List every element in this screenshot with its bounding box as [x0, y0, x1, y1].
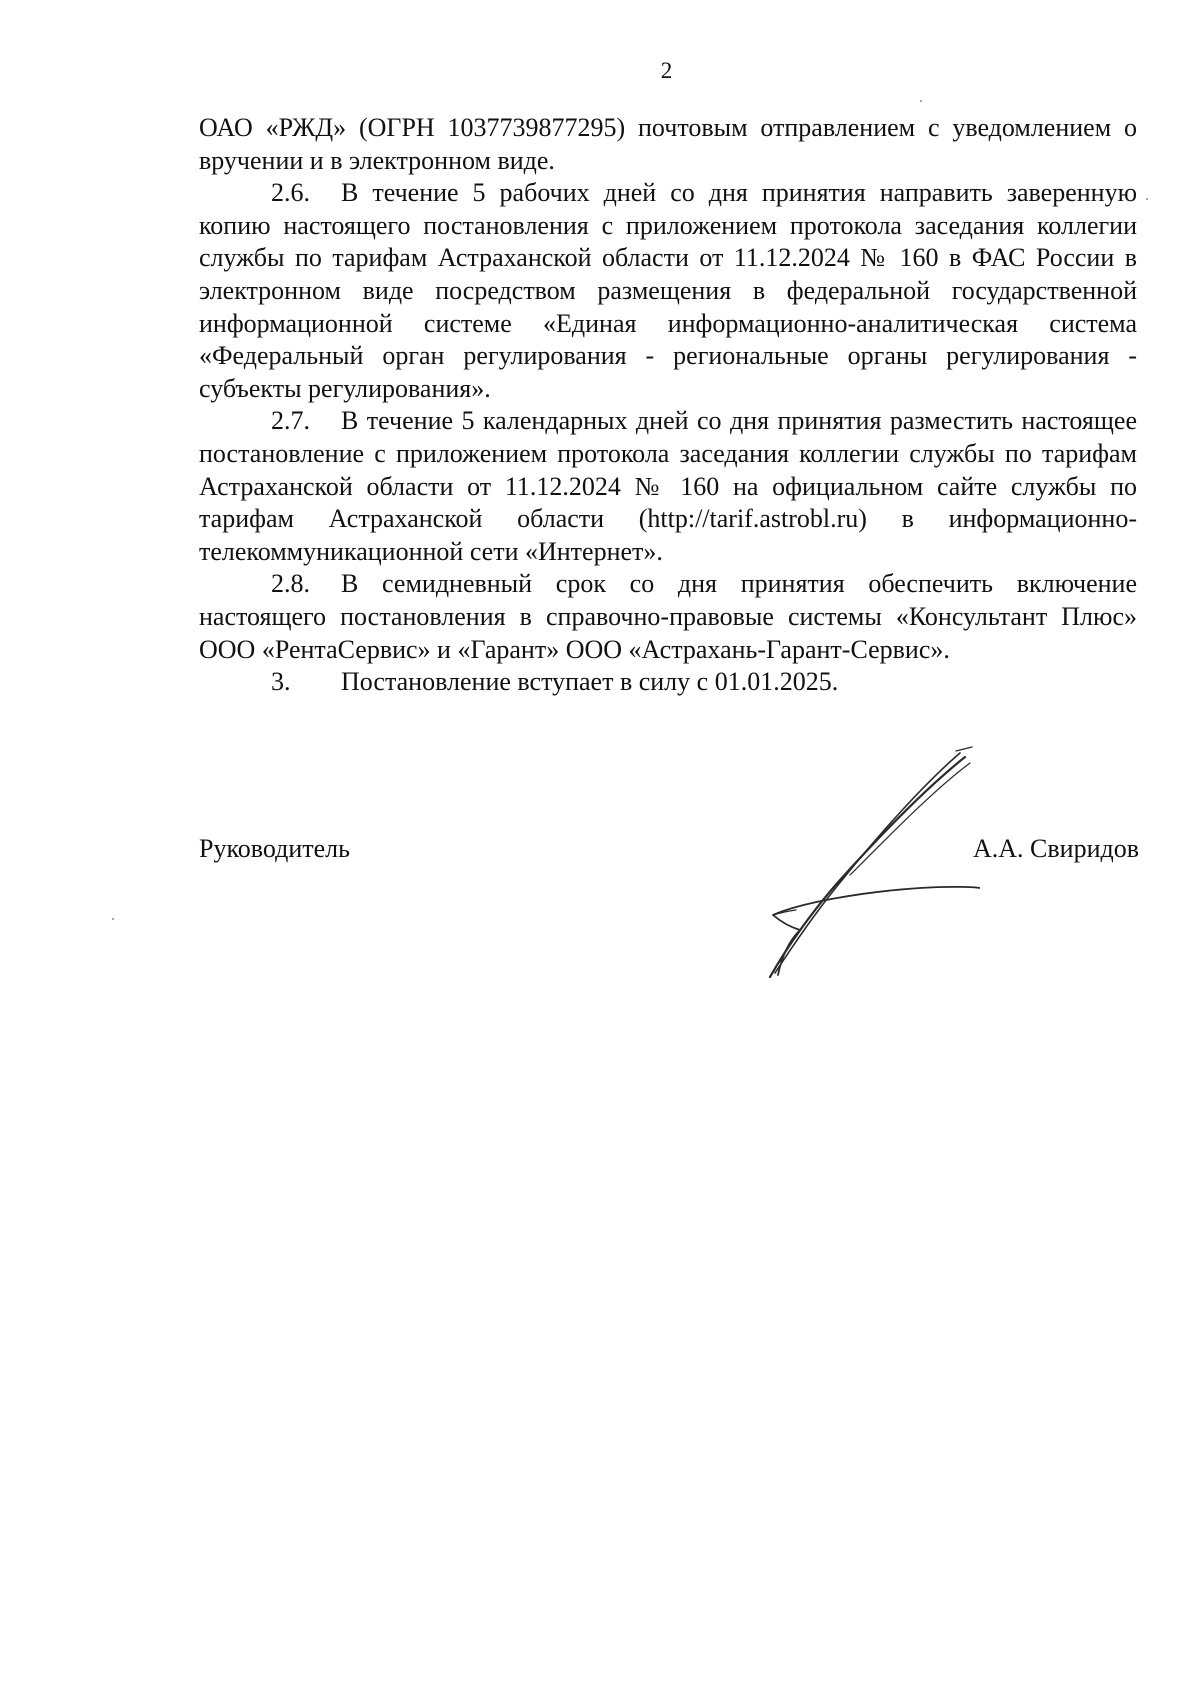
- item-text: Постановление вступает в силу с 01.01.2025.: [341, 667, 839, 697]
- item-text: В течение 5 календарных дней со дня принятия разместить настоящее постановление с приложением протокола заседания коллегии службы по тарифам Астраханской области от 11.12.2024 № 160 на официальном сайте службы по тарифам Астраханской области (http://tarif.astrobl.ru) в информационно-телекоммуникационной сети «Интернет».: [199, 406, 1137, 566]
- signer-position: Руководитель: [199, 834, 350, 863]
- item-number: 2.7.: [271, 406, 310, 436]
- scan-speck: [1146, 198, 1148, 200]
- item-number: 3.: [271, 667, 291, 697]
- signer-name: А.А. Свиридов: [972, 834, 1139, 863]
- paragraph-intro: ОАО «РЖД» (ОГРН 1037739877295) почтовым отправлением с уведомлением о вручении и в электронном виде.: [199, 113, 1137, 175]
- item-text: В семидневный срок со дня принятия обеспечить включение настоящего постановления в справочно-правовые системы «Консультант Плюс» ООО «РентаСервис» и «Гарант» ООО «Астрахань-Гарант-Сервис».: [199, 569, 1137, 664]
- page-number: 2: [660, 58, 673, 83]
- paragraph-item-3: [199, 666, 1137, 699]
- item-number: 2.6.: [271, 178, 310, 208]
- paragraph-item-2-8: [199, 568, 1137, 666]
- paragraph-item-2-7: [199, 405, 1137, 568]
- document-body: [199, 112, 1137, 699]
- item-number: 2.8.: [271, 569, 310, 599]
- scan-speck: [112, 918, 114, 920]
- item-text: В течение 5 рабочих дней со дня принятия направить заверенную копию настоящего постановления с приложением протокола заседания коллегии службы по тарифам Астраханской области от 11.12.2024 № 160 в ФАС России в электронном виде посредством размещения в федеральной государственной информационной системе «Единая информационно-аналитическая система «Федеральный орган регулирования - региональные органы регулирования - субъекты регулирования».: [199, 178, 1137, 403]
- scan-speck: [920, 100, 922, 102]
- signature-block: [199, 834, 1139, 874]
- handwritten-signature-icon: [720, 745, 980, 985]
- paragraph-item-2-6: [199, 177, 1137, 405]
